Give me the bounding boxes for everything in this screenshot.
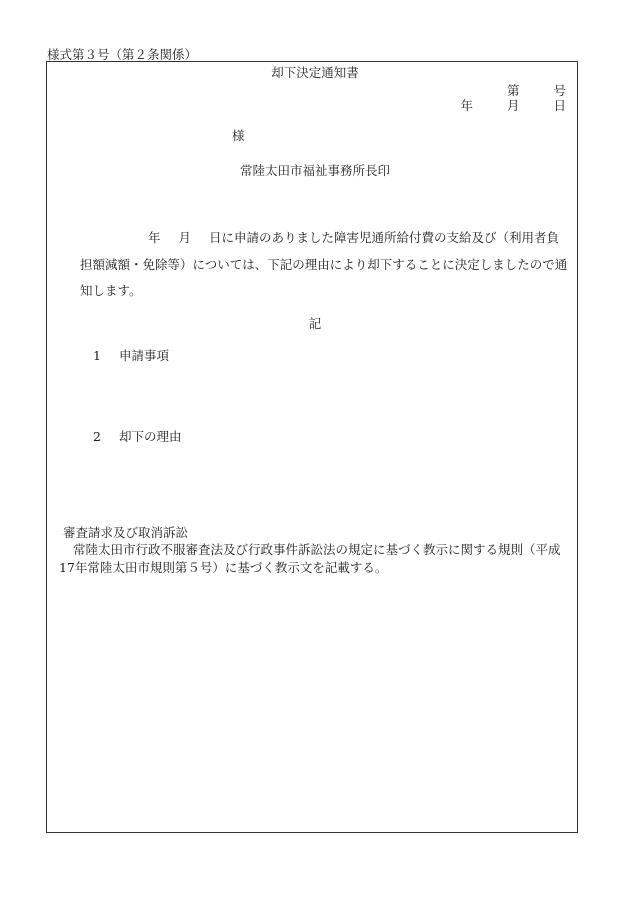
body-year: 年: [148, 230, 161, 245]
appeal-instruction: [59, 541, 575, 577]
date-day: 日: [553, 98, 566, 113]
item-label: 却下の理由: [118, 429, 182, 444]
appeal-text: 常陸太田市行政不服審査法及び行政事件訴訟法の規定に基づく教示に関する規則（平成17年常陸太田市規則第５号）に基づく教示文を記載する。: [59, 542, 561, 575]
item-number: 2: [93, 429, 101, 444]
document-number: [507, 83, 566, 98]
issue-date: [460, 98, 566, 113]
date-month: 月: [506, 98, 520, 113]
recipient-honorific: 様: [232, 128, 245, 143]
item-label: 申請事項: [118, 348, 169, 363]
body-rest: 日に申請のありました障害児通所給付費の支給及び（利用者負担額減額・免除等）については、下記の理由により却下することに決定しましたので通知します。: [80, 230, 568, 298]
issuer-name: 常陸太田市福祉事務所長印: [239, 163, 390, 178]
body-month: 月: [178, 230, 192, 245]
item-application: [93, 348, 169, 363]
appeal-heading: 審査請求及び取消訴訟: [63, 525, 189, 540]
item-number: 1: [93, 348, 101, 363]
document-title: 却下決定通知書: [271, 65, 359, 80]
form-label: 様式第３号（第２条関係）: [47, 47, 198, 62]
number-prefix: 第: [506, 83, 520, 98]
notice-body: [80, 225, 570, 305]
date-year: 年: [460, 98, 473, 113]
item-rejection-reason: [93, 429, 181, 444]
ki-heading: 記: [308, 316, 322, 331]
number-suffix: 号: [553, 83, 566, 98]
